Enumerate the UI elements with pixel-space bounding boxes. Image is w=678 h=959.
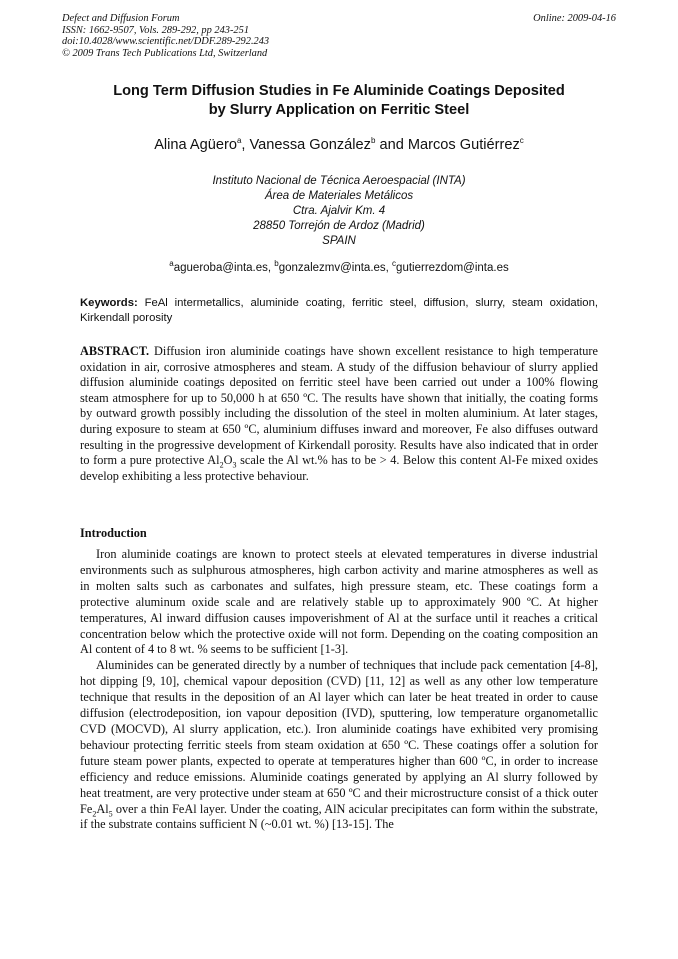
author-list — [80, 136, 598, 154]
subscript: 2 — [92, 808, 97, 818]
email-3[interactable]: gutierrezdom@inta.es — [396, 262, 509, 274]
journal-header — [62, 13, 616, 59]
keywords — [80, 296, 598, 326]
abstract-text: O — [223, 453, 233, 468]
affiliation-line: Instituto Nacional de Técnica Aeroespacial (INTA) — [212, 175, 466, 187]
keywords-label: Keywords: — [80, 297, 138, 309]
affiliation-line: 28850 Torrejón de Ardoz (Madrid) — [253, 220, 425, 232]
email-2-mark: b — [274, 259, 279, 269]
issn-line: ISSN: 1662-9507, Vols. 289-292, pp 243-251 — [62, 24, 250, 36]
subscript: 2 — [219, 460, 224, 470]
paragraph-text: Al — [96, 801, 109, 816]
title-line-2: by Slurry Application on Ferritic Steel — [208, 101, 470, 118]
author-3: and Marcos Gutiérrez — [375, 137, 520, 153]
paragraph: Iron aluminide coatings are known to protect steels at elevated temperatures in diverse industrial environments such as sulphurous atmospheres, high carbon activity and marine atmospheres as well as in molten salts such as carbonates and sulfates, high pressure steam, etc. These coatings form a protective aluminum oxide scale and are relatively stable up to approximately 900 ºC. At higher temperatures, Al inward diffusion causes impoverishment of Al at the surface until it reaches a critical concentration below which the protective oxide will not form. Depending on the coating composition an Al content of 4 to 8 wt. % seems to be sufficient [1-3]. — [80, 547, 598, 657]
affiliation-line: Ctra. Ajalvir Km. 4 — [292, 205, 386, 217]
paragraph-text: over a thin FeAl layer. Under the coating, AlN acicular precipitates can form within the substrate, if the substrate contains sufficient N (~0.01 wt. %) [13-15]. The — [80, 801, 598, 832]
abstract — [80, 344, 598, 484]
online-date: Online: 2009-04-16 — [533, 13, 616, 24]
copyright-line: © 2009 Trans Tech Publications Ltd, Switzerland — [62, 47, 268, 59]
author-1-mark: a — [236, 136, 242, 146]
affiliation-line: SPAIN — [322, 235, 356, 247]
journal-name: Defect and Diffusion Forum — [62, 13, 180, 24]
abstract-label: ABSTRACT. — [80, 344, 150, 358]
doi-line[interactable]: doi:10.4028/www.scientific.net/DDF.289-292.243 — [62, 36, 270, 48]
title-line-1: Long Term Diffusion Studies in Fe Aluminide Coatings Deposited — [113, 83, 565, 99]
paper-title — [80, 82, 598, 119]
author-2: , Vanessa González — [241, 137, 371, 153]
author-2-mark: b — [370, 136, 376, 146]
keywords-text: FeAl intermetallics, aluminide coating, ferritic steel, diffusion, slurry, steam oxidation, Kirkendall porosity — [80, 297, 598, 324]
author-3-mark: c — [519, 136, 524, 146]
abstract-text: scale the Al wt.% has to be > 4. Below this content Al-Fe mixed oxides develop exhibiting a less protective behaviour. — [80, 453, 598, 483]
email-1[interactable]: agueroba@inta.es, — [173, 262, 275, 274]
email-3-mark: c — [392, 259, 397, 269]
author-1: Alina Agüero — [154, 137, 237, 153]
abstract-text: Diffusion iron aluminide coatings have shown excellent resistance to high temperature oxidation in air, corrosive atmospheres and steam. A study of the diffusion behaviour of slurry applied diffusion aluminide coatings deposited on ferritic steel have been carried out under a 100% flowing steam atmosphere for up to 50,000 h at 650 ºC. The results have shown that initially, the coating forms by outward growth possibly including the dissolution of the steel in molten aluminium. At later stages, during exposure to steam at 650 ºC, aluminium diffuses inward and moreover, Fe also diffuses outward resulting in the progressive development of Kirkendall porosity. Results have also indicated that in order to form a pure protective Al — [80, 344, 598, 468]
email-1-mark: a — [169, 259, 174, 269]
affiliation — [80, 174, 598, 249]
email-2[interactable]: gonzalezmv@inta.es, — [278, 262, 393, 274]
subscript: 5 — [108, 808, 113, 818]
author-emails — [80, 261, 598, 275]
paragraph — [80, 658, 598, 833]
affiliation-line: Área de Materiales Metálicos — [264, 190, 414, 202]
paragraph-text: Aluminides can be generated directly by a number of techniques that include pack cementation [4-8], hot dipping [9, 10], chemical vapour deposition (CVD) [11, 12] as well as any other low temperature technique that results in the deposition of an Al layer which can later be heat treated in order to cause diffusion (electrodeposition, ion vapour deposition (IVD), sputtering, low temperature organometallic CVD (MOCVD), Al slurry application, etc.). Iron aluminide coatings have exhibited very promising behaviour protecting ferritic steels from steam oxidation at 650 ºC. These coatings offer a solution for future steam power plants, expected to operate at temperatures higher than 600 ºC, in order to increase efficiency and reduce emissions. Aluminide coatings generated by applying an Al slurry followed by heat treatment, are very protective under steam at 650 ºC and their microstructure consist of a thick outer Fe — [80, 658, 598, 816]
subscript: 3 — [232, 460, 237, 470]
introduction-body — [80, 547, 598, 833]
section-heading: Introduction — [80, 526, 147, 540]
